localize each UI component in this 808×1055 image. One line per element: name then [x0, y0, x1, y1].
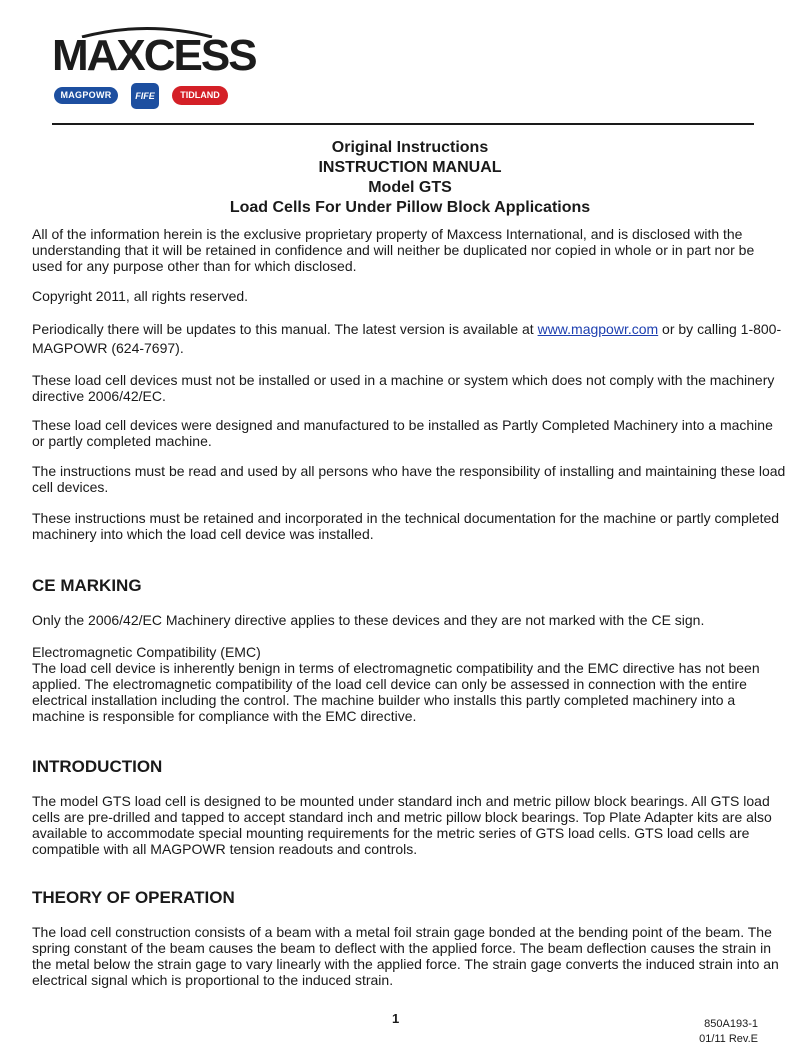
magpowr-logo: MAGPOWR	[54, 87, 118, 104]
introduction-heading: INTRODUCTION	[32, 757, 163, 776]
read-instructions-paragraph: The instructions must be read and used by all persons who have the responsibility of installing and maintaining these load cell devices.	[32, 463, 786, 495]
title-original-instructions: Original Instructions	[331, 139, 489, 156]
ce-marking-text: Only the 2006/42/EC Machinery directive applies to these devices and they are not marked with the CE sign.	[32, 612, 705, 628]
tidland-logo: TIDLAND	[172, 86, 228, 105]
proprietary-notice: All of the information herein is the exclusive proprietary property of Maxcess International, and is disclosed with the understanding that it will be retained in confidence and will neither be duplicated nor copied in whole or in part nor be used for any purpose other than for which disclosed.	[32, 226, 755, 274]
partly-completed-paragraph: These load cell devices were designed and manufactured to be installed as Partly Completed Machinery into a machine or partly completed machine.	[32, 417, 773, 449]
title-subject: Load Cells For Under Pillow Block Applications	[229, 199, 591, 216]
logo-wordmark: MAXCESS	[52, 31, 256, 80]
updates-text-pre: Periodically there will be updates to this manual. The latest version is available at	[32, 321, 538, 337]
retain-instructions-paragraph: These instructions must be retained and incorporated in the technical documentation for the machine or partly completed machinery into which the load cell device was installed.	[32, 510, 780, 542]
updates-paragraph	[32, 320, 788, 358]
emc-title: Electromagnetic Compatibility (EMC)	[32, 644, 261, 660]
magpowr-website-link[interactable]: www.magpowr.com	[537, 321, 659, 337]
theory-heading: THEORY OF OPERATION	[32, 888, 235, 907]
maxcess-logo	[52, 24, 256, 119]
title-model: Model GTS	[368, 179, 452, 196]
fife-logo: FIFE	[131, 83, 159, 109]
document-revision: 01/11 Rev.E	[699, 1033, 758, 1045]
ce-marking-heading: CE MARKING	[32, 576, 142, 595]
copyright-notice: Copyright 2011, all rights reserved.	[32, 288, 249, 304]
header-divider	[52, 123, 754, 125]
page-number: 1	[392, 1011, 400, 1026]
updates-text-post: or by calling 1-800-MAGPOWR (624-7697).	[32, 321, 782, 356]
emc-text: The load cell device is inherently benign in terms of electromagnetic compatibility and the EMC directive has not been applied. The electromagnetic compatibility of the load cell device can only be assessed in connection with the entire electrical installation including the control. The machine builder who installs this partly completed machinery into a machine is responsible for compliance with the EMC directive.	[32, 660, 760, 724]
introduction-text: The model GTS load cell is designed to be mounted under standard inch and metric pillow block bearings. All GTS load cells are pre-drilled and tapped to accept standard inch and metric pillow block bearings. Top Plate Adapter kits are also available to accommodate special mounting requirements for the metric series of GTS load cells. GTS load cells are compatible with all MAGPOWR tension readouts and controls.	[32, 793, 772, 857]
directive-paragraph: These load cell devices must not be installed or used in a machine or system which does not comply with the machinery directive 2006/42/EC.	[32, 372, 775, 404]
sub-brand-logos	[52, 84, 232, 114]
document-id	[672, 1017, 758, 1047]
theory-text: The load cell construction consists of a beam with a metal foil strain gage bonded at the bending point of the beam. The spring constant of the beam causes the beam to deflect with the applied force. The beam deflection causes the strain in the metal below the strain gage to vary linearly with the applied force. The strain gage converts the induced strain into an electrical signal which is proportional to the induced strain.	[32, 924, 779, 988]
document-title-block	[0, 138, 808, 218]
document-number: 850A193-1	[704, 1018, 758, 1030]
title-instruction-manual: INSTRUCTION MANUAL	[318, 159, 502, 176]
